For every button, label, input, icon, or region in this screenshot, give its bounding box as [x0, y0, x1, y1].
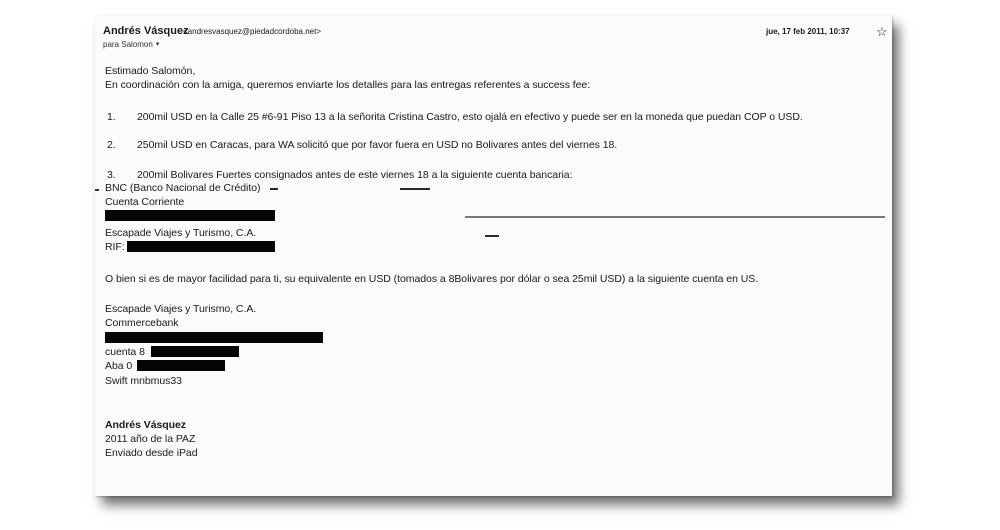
item-number: 1.	[107, 111, 116, 123]
chevron-down-icon[interactable]: ▾	[155, 41, 160, 48]
item-text: 250mil USD en Caracas, para WA solicitó que por favor fuera en USD no Bolivares antes del viernes 18.	[137, 139, 618, 151]
redaction-bar	[105, 210, 275, 221]
intro-paragraph: En coordinación con la amiga, queremos enviarte los detalles para las entregas referentes a success fee:	[105, 79, 591, 91]
item-number: 2.	[107, 139, 116, 151]
redaction-bar	[137, 360, 225, 371]
bank1-account-type: Cuenta Corriente	[105, 196, 185, 208]
recipient-label: para Salomon	[103, 40, 153, 49]
scan-artifact	[465, 216, 885, 218]
item-text: 200mil USD en la Calle 25 #6-91 Piso 13 a la señorita Cristina Castro, esto ojalá en efectivo y puede ser en la moneda que puedan COP o USD.	[137, 111, 803, 123]
signature-name: Andrés Vásquez	[105, 419, 186, 431]
bank2-holder: Escapade Viajes y Turismo, C.A.	[105, 303, 257, 315]
item-number: 3.	[107, 169, 116, 181]
bank2-name: Commercebank	[105, 317, 179, 329]
bank2-aba-label: Aba 0	[105, 360, 133, 372]
redaction-bar	[151, 346, 239, 357]
email-date: jue, 17 feb 2011, 10:37	[766, 27, 850, 36]
bank2-swift: Swift mnbmus33	[105, 375, 182, 387]
recipient-line[interactable]	[103, 40, 159, 49]
signature-line: 2011 año de la PAZ	[105, 433, 196, 445]
bank1-name: BNC (Banco Nacional de Crédito)	[105, 182, 261, 194]
redaction-bar	[127, 241, 275, 252]
sender-email: <andresvasquez@piedadcordoba.net>	[183, 27, 321, 36]
sender-name: Andrés Vásquez	[103, 25, 189, 37]
scan-artifact	[270, 188, 278, 190]
greeting: Estimado Salomón,	[105, 65, 196, 77]
bank1-holder: Escapade Viajes y Turismo, C.A.	[105, 227, 257, 239]
item-text: 200mil Bolivares Fuertes consignados antes de este viernes 18 a la siguiente cuenta bancaria:	[137, 169, 573, 181]
bank1-rif-label: RIF:	[105, 241, 125, 253]
signature-device: Enviado desde iPad	[105, 447, 198, 459]
redaction-bar	[105, 332, 323, 343]
email-printout	[95, 16, 892, 496]
scan-artifact	[95, 189, 99, 191]
scan-artifact	[485, 235, 499, 237]
bank2-account-label: cuenta 8	[105, 346, 145, 358]
alternative-paragraph: O bien si es de mayor facilidad para ti, su equivalente en USD (tomados a 8Bolivares por dólar o sea 25mil USD) a la siguiente cuenta en US.	[105, 273, 759, 285]
star-icon[interactable]: ☆	[876, 24, 888, 39]
scan-artifact	[400, 188, 430, 190]
